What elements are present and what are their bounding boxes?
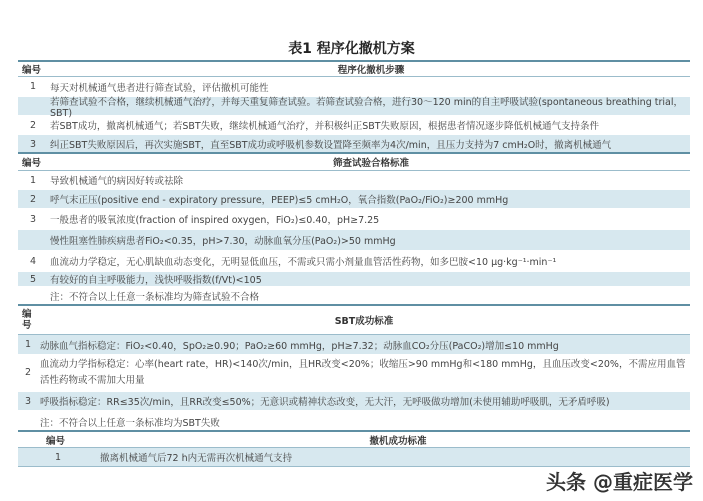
- section-header: SBT成功标准: [334, 316, 394, 327]
- section-header: 筛查试验合格标准: [332, 158, 409, 169]
- watermark: 头条 @重症医学: [546, 470, 693, 494]
- row-text: 血流动力学指标稳定：心率(heart rate，HR)<140次/min，且HR改变<20%；收缩压>90 mmHg和<180 mmHg，且血压改变<20%，不需应用血管活性药物或不需加大用量: [40, 359, 686, 386]
- row-text: 每天对机械通气患者进行筛查试验，评估撤机可能性: [50, 82, 269, 94]
- section-header: 撤机成功标准: [369, 435, 427, 447]
- col-num-header: 编号: [46, 435, 66, 447]
- table-row: [18, 171, 690, 190]
- table-row: [18, 230, 690, 251]
- row-text: 一般患者的吸氧浓度(fraction of inspired oxygen，FiO₂)≤0.40，pH≥7.25: [50, 215, 380, 226]
- row-text: 呼吸指标稳定：RR≤35次/min，且RR改变≤50%；无意识或精神状态改变，无大汗，无呼吸做功增加(未使用辅助呼吸肌，无矛盾呼吸): [40, 397, 610, 408]
- table-row: [18, 96, 690, 119]
- col-num-header: 编号: [22, 65, 42, 76]
- table-row: [18, 190, 690, 209]
- row-text: 注：不符合以上任意一条标准均为筛查试验不合格: [50, 292, 260, 303]
- section-weaning-success: [18, 430, 690, 467]
- table-row: [18, 272, 690, 287]
- row-num: 3: [24, 395, 32, 407]
- table-title: 表1 程序化撤机方案: [288, 41, 415, 57]
- table-row: [18, 355, 690, 392]
- row-num: 3: [29, 213, 37, 225]
- row-num: 2: [29, 193, 37, 205]
- col-num-header: 编号: [22, 158, 42, 169]
- table-row: [18, 251, 690, 272]
- row-text: 若筛查试验不合格，继续机械通气治疗，并每天重复筛查试验。若筛查试验合格，进行30～120 min的自主呼吸试验(spontaneous breathing trial，SBT): [50, 96, 683, 119]
- table-row: [18, 335, 690, 355]
- table-row: [18, 209, 690, 230]
- row-text: 血流动力学稳定，无心肌缺血动态变化，无明显低血压，不需或只需小剂量血管活性药物，如多巴胺<10 μg·kg⁻¹·min⁻¹: [50, 257, 557, 268]
- row-num: 1: [29, 81, 37, 92]
- row-text: 动脉血气指标稳定：FiO₂<0.40，SpO₂≥0.90；PaO₂≥60 mmHg，pH≥7.32；动脉血CO₂分压(PaCO₂)增加≤10 mmHg: [40, 340, 559, 352]
- table-row: [18, 116, 690, 135]
- row-text: 纠正SBT失败原因后，再次实施SBT，直至SBT成功或呼吸机参数设置降至频率为4次/min，且压力支持为7 cmH₂O时，撤离机械通气: [50, 140, 612, 151]
- row-num: 3: [29, 138, 37, 150]
- table-row: [18, 392, 690, 411]
- row-text: 有较好的自主呼吸能力，浅快呼吸指数(f/Vt)<105: [50, 275, 262, 286]
- row-text: 导致机械通气的病因好转或祛除: [50, 176, 184, 187]
- section-header: 程序化撤机步骤: [337, 65, 405, 76]
- section-sbt-success: [18, 304, 690, 434]
- row-num: 2: [29, 119, 37, 131]
- table-row: [18, 448, 690, 467]
- row-text: 若SBT成功，撤离机械通气；若SBT失败，继续机械通气治疗，并积极纠正SBT失败原因，根据患者情况逐步降低机械通气支持条件: [50, 121, 600, 132]
- row-num: 2: [24, 367, 32, 378]
- row-text: 慢性阻塞性肺疾病患者FiO₂<0.35，pH>7.30，动脉血氧分压(PaO₂)>50 mmHg: [50, 236, 396, 247]
- col-num-header: 编号: [22, 309, 32, 331]
- row-num: 5: [29, 273, 37, 285]
- row-text: 呼气末正压(positive end - expiratory pressure，PEEP)≤5 cmH₂O，氧合指数(PaO₂/FiO₂)≥200 mmHg: [50, 195, 509, 206]
- section-weaning-steps: [18, 60, 690, 154]
- row-num: 1: [29, 174, 37, 186]
- row-num: 1: [54, 451, 62, 463]
- section-screening-criteria: [18, 152, 690, 306]
- row-num: 1: [24, 339, 32, 350]
- row-text: 撤离机械通气后72 h内无需再次机械通气支持: [100, 453, 293, 464]
- row-text: 注：不符合以上任意一条标准均为SBT失败: [40, 418, 220, 429]
- row-num: 4: [29, 255, 37, 267]
